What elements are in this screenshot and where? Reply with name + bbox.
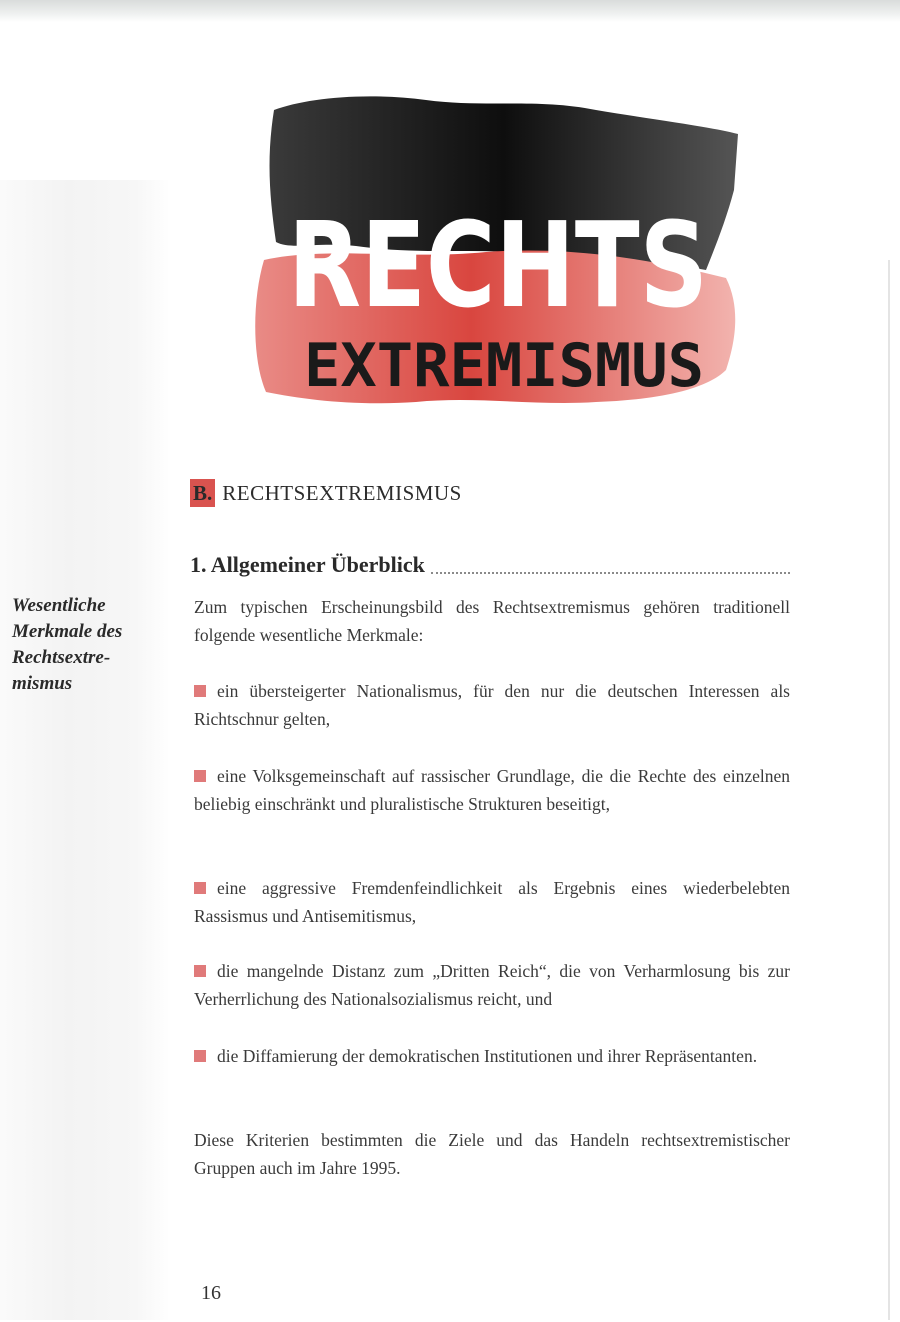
bullet-text: eine Volksgemeinschaft auf rassischer Grundlage, die die Rechte des einzelnen beliebig einschränkt und pluralistische Strukturen beseitigt, — [194, 766, 790, 814]
margin-shade — [0, 180, 170, 1320]
subsection-title: 1. Allgemeiner Überblick — [190, 552, 425, 577]
bullet-item — [194, 957, 790, 1013]
subsection-heading — [190, 548, 790, 578]
bullet-text: die mangelnde Distanz zum „Dritten Reich“, die von Verharmlosung bis zur Verherrlichung des Nationalsozialismus reicht, und — [194, 961, 790, 1009]
bullet-square-icon — [194, 685, 206, 697]
scan-top-edge — [0, 0, 900, 22]
bullet-item — [194, 1042, 790, 1070]
margin-note-line: Wesentliche — [12, 595, 106, 616]
section-heading — [190, 478, 462, 508]
logo-word-top: RECHTS — [288, 196, 708, 334]
bullet-square-icon — [194, 770, 206, 782]
dotted-leader — [431, 572, 790, 574]
bullet-square-icon — [194, 1050, 206, 1062]
margin-note — [12, 593, 162, 697]
intro-paragraph: Zum typischen Erscheinungsbild des Rechtsextremismus gehören traditionell folgende wesentliche Merkmale: — [194, 597, 790, 645]
page-number: 16 — [201, 1282, 221, 1304]
rechtsextremismus-logo — [186, 70, 790, 440]
margin-note-line: mismus — [12, 673, 73, 694]
section-title: RECHTSEXTREMISMUS — [222, 480, 462, 505]
section-letter: B. — [190, 479, 215, 507]
bullet-text: die Diffamierung der demokratischen Institutionen und ihrer Repräsentanten. — [217, 1046, 758, 1066]
bullet-item — [194, 677, 790, 733]
bullet-square-icon — [194, 965, 206, 977]
closing-paragraph: Diese Kriterien bestimmten die Ziele und das Handeln rechtsextremistischer Gruppen auch im Jahre 1995. — [194, 1130, 790, 1178]
margin-note-line: Merkmale des — [12, 621, 123, 642]
page-edge — [888, 260, 890, 1320]
bullet-text: eine aggressive Fremdenfeindlichkeit als Ergebnis eines wiederbelebten Rassismus und Antisemitismus, — [194, 878, 790, 926]
bullet-square-icon — [194, 882, 206, 894]
bullet-item — [194, 762, 790, 818]
bullet-text: ein übersteigerter Nationalismus, für den nur die deutschen Interessen als Richtschnur gelten, — [194, 681, 790, 729]
logo-word-bottom: EXTREMISMUS — [304, 331, 704, 401]
margin-note-line: Rechtsextre- — [12, 647, 111, 668]
bullet-item — [194, 874, 790, 930]
